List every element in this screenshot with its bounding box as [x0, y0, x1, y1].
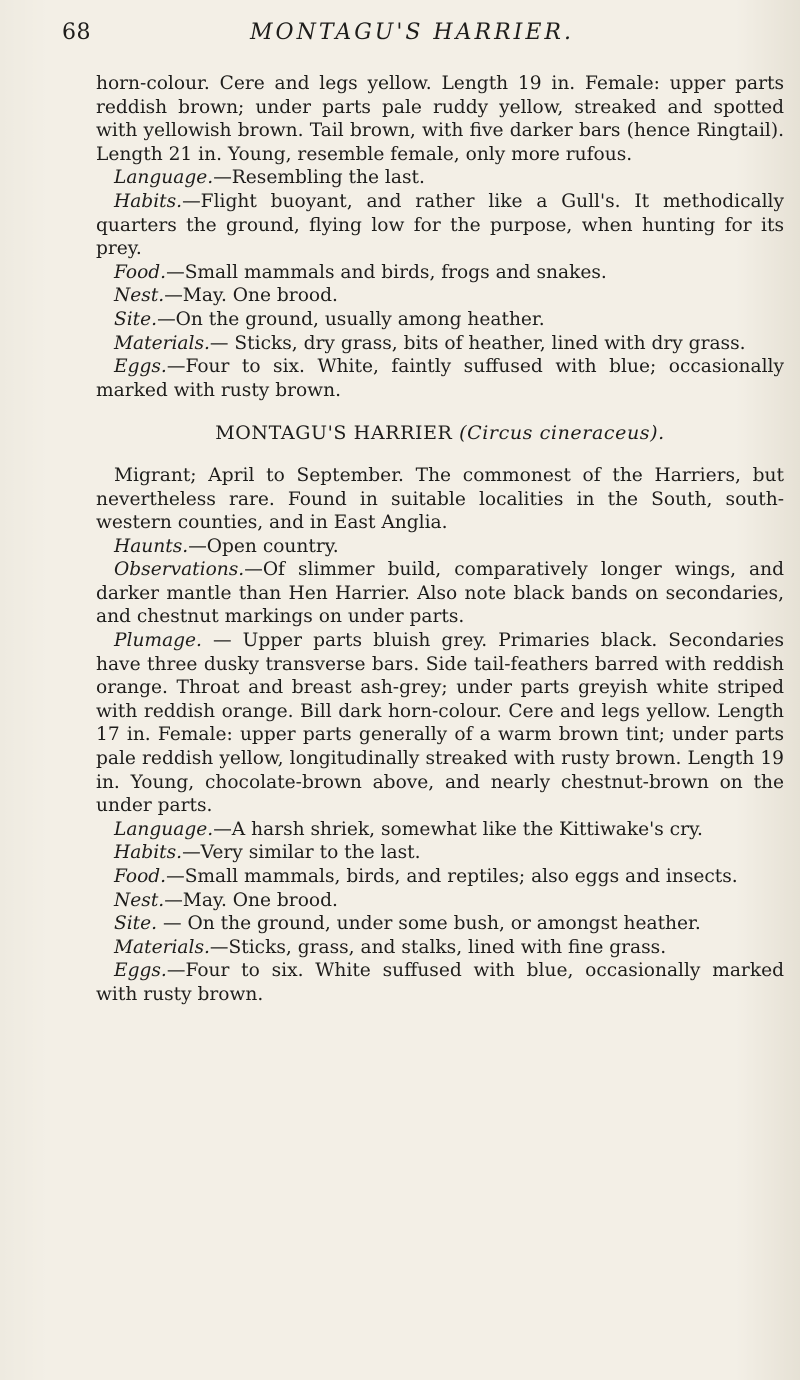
prev-language-entry: [96, 166, 784, 190]
habits-entry: [96, 841, 784, 865]
prev-site-entry: [96, 308, 784, 332]
materials-entry: [96, 936, 784, 960]
food-label: Food.: [114, 261, 167, 283]
materials-label: Materials.: [114, 936, 210, 958]
eggs-label: Eggs.: [114, 960, 167, 982]
section-title: MONTAGU'S HARRIER: [215, 422, 453, 445]
intro-paragraph: [96, 464, 784, 535]
food-entry: [96, 865, 784, 889]
eggs-entry: [96, 959, 784, 1006]
prev-habits-entry: [96, 190, 784, 261]
language-text: —Resembling the last.: [213, 167, 425, 189]
site-text: —On the ground, usually among heather.: [157, 308, 545, 330]
nest-label: Nest.: [114, 889, 165, 911]
materials-label: Materials.: [114, 332, 210, 354]
observations-entry: [96, 558, 784, 629]
nest-text: —May. One brood.: [164, 285, 338, 307]
habits-text: —Flight buoyant, and rather like a Gull's. It methodically quarters the ground, flying low for the purpose, when hunting for its prey.: [96, 190, 784, 260]
intro-text: Migrant; April to September. The commonest of the Harriers, but nevertheless rare. Found in suitable localities in the South, south-western counties, and in East Anglia.: [96, 464, 784, 534]
food-label: Food.: [114, 866, 167, 887]
prev-nest-entry: [96, 284, 784, 308]
site-text: — On the ground, under some bush, or amongst heather.: [157, 913, 701, 935]
habits-text: —Very similar to the last.: [182, 842, 421, 864]
observations-text: —Of slimmer build, comparatively longer wings, and darker mantle than Hen Harrier. Also note black bands on secondaries, and chestnut markings on under parts.: [96, 559, 784, 628]
nest-label: Nest.: [114, 285, 165, 307]
site-label: Site.: [114, 913, 158, 935]
eggs-text: —Four to six. White, faintly suffused with blue; occasionally marked with rusty brown.: [96, 356, 784, 401]
materials-text: — Sticks, dry grass, bits of heather, lined with dry grass.: [209, 332, 746, 354]
nest-entry: [96, 889, 784, 913]
continued-text: horn-colour. Cere and legs yellow. Length 19 in. Female: upper parts reddish brown; under parts pale ruddy yellow, streaked and spotted with yellowish brown. Tail brown, with five darker bars (hence Ringtail). Length 21 in. Young, resemble female, only more rufous.: [96, 73, 784, 165]
food-text: —Small mammals and birds, frogs and snakes.: [166, 261, 607, 283]
materials-text: —Sticks, grass, and stalks, lined with fine grass.: [209, 936, 667, 958]
prev-food-entry: [96, 261, 784, 285]
section-heading: [96, 422, 784, 446]
page-number: 68: [62, 20, 91, 45]
language-entry: [96, 818, 784, 842]
food-text: —Small mammals, birds, and reptiles; also eggs and insects.: [166, 866, 738, 887]
page-header: [62, 20, 762, 60]
scientific-name: (Circus cineraceus).: [459, 422, 665, 445]
prev-materials-entry: [96, 332, 784, 356]
plumage-text: — Upper parts bluish grey. Primaries black. Secondaries have three dusky transverse bars. Side tail-feathers barred with reddish orange. Throat and breast ash-grey; under parts greyish white striped with reddish orange. Bill dark horn-colour. Cere and legs yellow. Length 17 in. Female: upper parts generally of a warm brown tint; under parts pale reddish yellow, longitudinally streaked with rusty brown. Length 19 in. Young, chocolate-brown above, and nearly chestnut-brown on the under parts.: [96, 630, 784, 817]
haunts-entry: [96, 535, 784, 559]
habits-label: Habits.: [114, 842, 183, 864]
page-body: [96, 72, 784, 1007]
habits-label: Habits.: [114, 190, 183, 212]
language-label: Language.: [114, 167, 214, 189]
haunts-text: —Open country.: [188, 535, 339, 557]
nest-text: —May. One brood.: [164, 889, 338, 911]
site-entry: [96, 912, 784, 936]
site-label: Site.: [114, 308, 158, 330]
eggs-text: —Four to six. White suffused with blue, occasionally marked with rusty brown.: [96, 960, 784, 1005]
plumage-entry: [96, 629, 784, 818]
observations-label: Observations.: [114, 559, 245, 581]
running-title: MONTAGU'S HARRIER.: [250, 20, 574, 45]
language-label: Language.: [114, 818, 214, 840]
language-text: —A harsh shriek, somewhat like the Kittiwake's cry.: [213, 818, 703, 840]
prev-eggs-entry: [96, 355, 784, 402]
eggs-label: Eggs.: [114, 356, 167, 378]
continued-paragraph: [96, 72, 784, 166]
plumage-label: Plumage.: [114, 630, 202, 652]
haunts-label: Haunts.: [114, 535, 189, 557]
